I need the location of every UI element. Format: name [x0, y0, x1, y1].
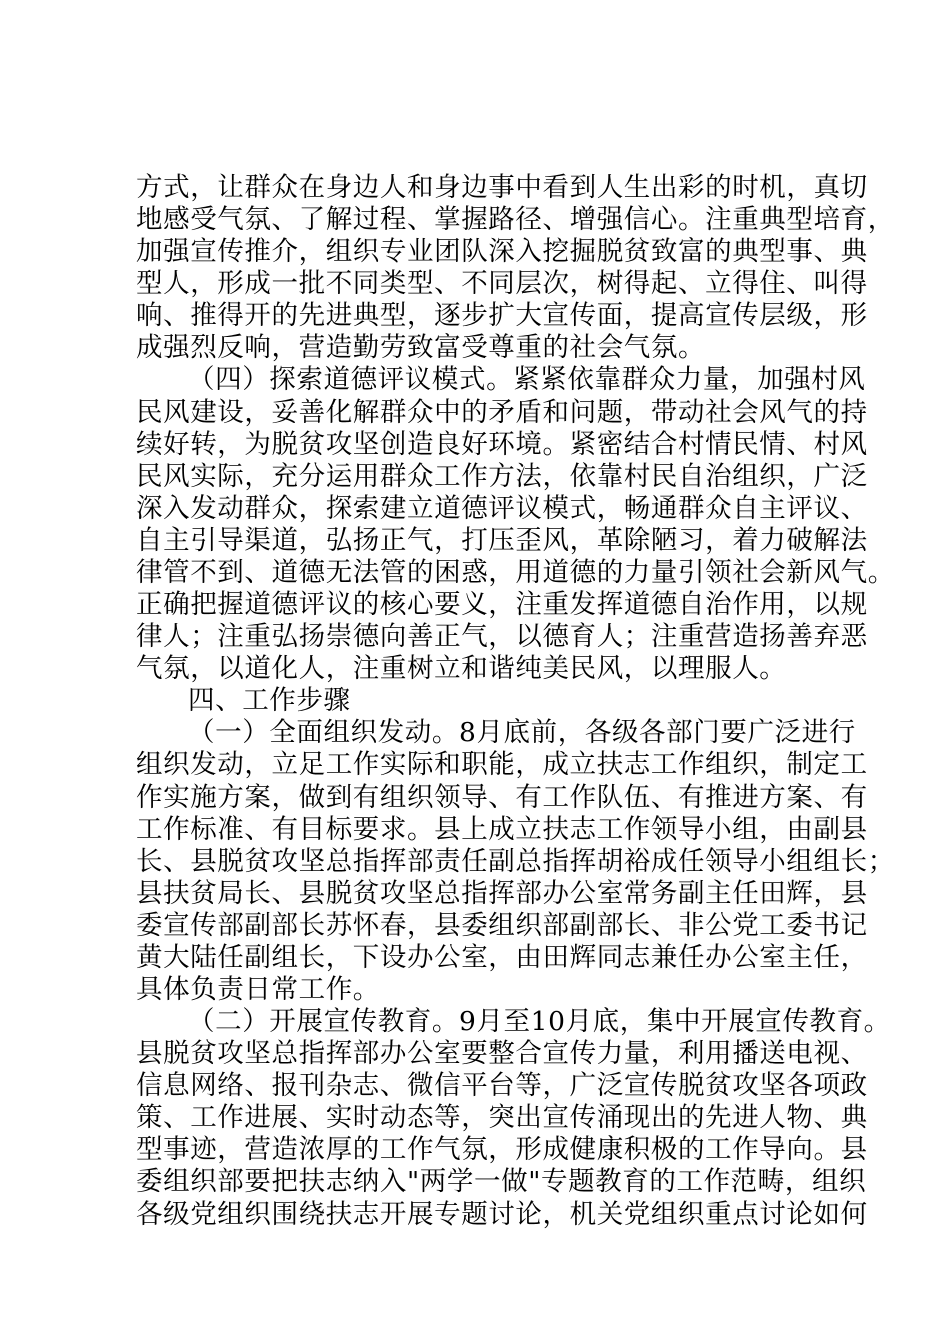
text-line: 县脱贫攻坚总指挥部办公室要整合宣传力量，利用播送电视、 — [136, 1038, 868, 1070]
text-line: 黄大陆任副组长，下设办公室，由田辉同志兼任办公室主任， — [136, 941, 868, 973]
text-line: 续好转，为脱贫攻坚创造良好环境。紧密结合村情民情、村风 — [136, 428, 868, 460]
text-line: 正确把握道德评议的核心要义，注重发挥道德自治作用，以规 — [136, 589, 868, 621]
text-line: 作实施方案，做到有组织领导、有工作队伍、有推进方案、有 — [136, 781, 868, 813]
text-line: 委宣传部副部长苏怀春，县委组织部副部长、非公党工委书记 — [136, 909, 868, 941]
text-line: 民风建设，妥善化解群众中的矛盾和问题，带动社会风气的持 — [136, 396, 868, 428]
text-line: 深入发动群众，探索建立道德评议模式，畅通群众自主评议、 — [136, 492, 868, 524]
text-line: 具体负责日常工作。 — [136, 974, 380, 1005]
text-line: 地感受气氛、了解过程、掌握路径、增强信心。注重典型培育， — [136, 204, 895, 236]
text-line: 各级党组织围绕扶志开展专题讨论，机关党组织重点讨论如何 — [136, 1198, 868, 1230]
text-line: （二）开展宣传教育。9月至10月底，集中开展宣传教育。 — [188, 1006, 891, 1038]
text-line: 组织发动，立足工作实际和职能，成立扶志工作组织，制定工 — [136, 749, 868, 781]
text-line: （一）全面组织发动。8月底前，各级各部门要广泛进行 — [188, 717, 856, 749]
text-line: 响、推得开的先进典型，逐步扩大宣传面，提高宣传层级，形 — [136, 300, 868, 332]
text-line: 工作标准、有目标要求。县上成立扶志工作领导小组，由副县 — [136, 813, 868, 845]
text-line: 县扶贫局长、县脱贫攻坚总指挥部办公室常务副主任田辉，县 — [136, 877, 868, 909]
text-line: 民风实际，充分运用群众工作方法，依靠村民自治组织，广泛 — [136, 460, 868, 492]
text-line: 方式，让群众在身边人和身边事中看到人生出彩的时机，真切 — [136, 172, 868, 203]
text-line: 气氛，以道化人，注重树立和谐纯美民风，以理服人。 — [136, 653, 787, 685]
text-line: （四）探索道德评议模式。紧紧依靠群众力量，加强村风 — [188, 364, 866, 396]
text-line: 四、工作步骤 — [188, 685, 351, 717]
text-line: 长、县脱贫攻坚总指挥部责任副总指挥胡裕成任领导小组组长； — [136, 845, 895, 877]
text-line: 成强烈反响，营造勤劳致富受尊重的社会气氛。 — [136, 332, 706, 364]
text-line: 自主引导渠道，弘扬正气，打压歪风，革除陋习，着力破解法 — [136, 524, 868, 556]
text-line: 策、工作进展、实时动态等，突出宣传涌现出的先进人物、典 — [136, 1102, 868, 1134]
text-line: 委组织部要把扶志纳入"两学一做"专题教育的工作范畴，组织 — [136, 1166, 867, 1198]
text-line: 加强宣传推介，组织专业团队深入挖掘脱贫致富的典型事、典 — [136, 236, 868, 268]
text-line: 信息网络、报刊杂志、微信平台等，广泛宣传脱贫攻坚各项政 — [136, 1070, 868, 1102]
text-line: 律管不到、道德无法管的困惑，用道德的力量引领社会新风气。 — [136, 556, 895, 588]
text-line: 型人，形成一批不同类型、不同层次，树得起、立得住、叫得 — [136, 268, 868, 300]
text-line: 型事迹，营造浓厚的工作气氛，形成健康积极的工作导向。县 — [136, 1134, 868, 1166]
text-line: 律人；注重弘扬崇德向善正气，以德育人；注重营造扬善弃恶 — [136, 621, 868, 653]
